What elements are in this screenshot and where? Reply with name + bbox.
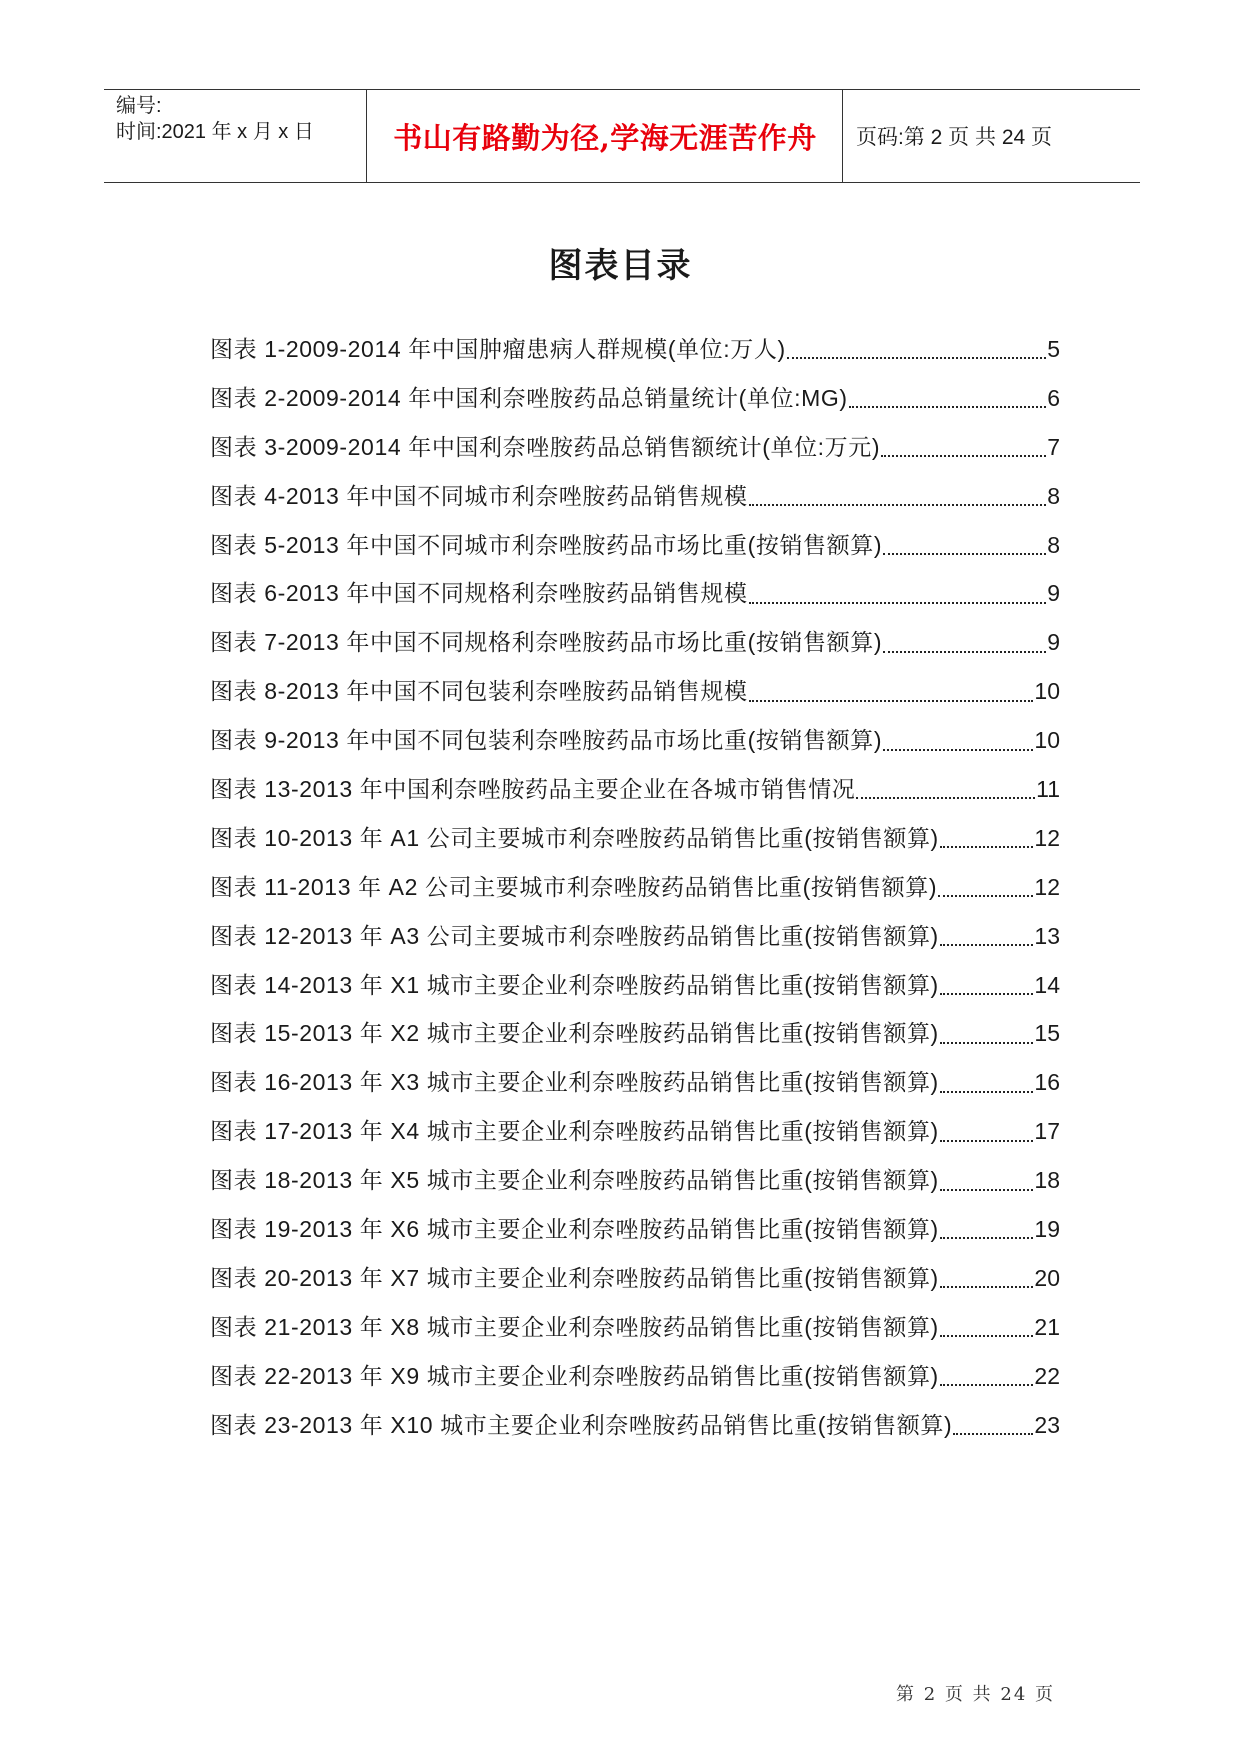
toc-entry-label: 图表 12-2013 年 A3 公司主要城市利奈唑胺药品销售比重(按销售额算) — [210, 922, 939, 949]
page-footer: 第 2 页 共 24 页 — [896, 1684, 1055, 1705]
toc-entry[interactable] — [210, 618, 1060, 667]
toc-entry[interactable] — [210, 1058, 1060, 1107]
toc-entry-page: 20 — [1034, 1264, 1060, 1291]
toc-entry-label: 图表 6-2013 年中国不同规格利奈唑胺药品销售规模 — [210, 580, 748, 607]
toc-entry-label: 图表 21-2013 年 X8 城市主要企业利奈唑胺药品销售比重(按销售额算) — [210, 1313, 939, 1340]
toc-entry-label: 图表 17-2013 年 X4 城市主要企业利奈唑胺药品销售比重(按销售额算) — [210, 1118, 939, 1145]
toc-entry-page: 13 — [1034, 922, 1060, 949]
toc-leader-dots — [940, 1189, 1034, 1191]
document-number-label: 编号: — [116, 95, 162, 117]
toc-entry[interactable] — [210, 765, 1060, 814]
toc-entry[interactable] — [210, 569, 1060, 618]
toc-entry-page: 15 — [1034, 1020, 1060, 1047]
toc-entry-page: 8 — [1047, 482, 1060, 509]
toc-entry[interactable] — [210, 1401, 1060, 1450]
toc-entry-page: 19 — [1034, 1216, 1060, 1243]
toc-entry-page: 9 — [1047, 580, 1060, 607]
header-page-cell — [844, 90, 1140, 182]
toc-leader-dots — [940, 846, 1034, 848]
toc-entry-label: 图表 19-2013 年 X6 城市主要企业利奈唑胺药品销售比重(按销售额算) — [210, 1216, 939, 1243]
header-motto-cell — [368, 90, 843, 182]
toc-entry[interactable] — [210, 863, 1060, 912]
toc-entry[interactable] — [210, 325, 1060, 374]
toc-leader-dots — [749, 700, 1034, 702]
toc-entry-label: 图表 5-2013 年中国不同城市利奈唑胺药品市场比重(按销售额算) — [210, 531, 883, 558]
toc-entry-page: 10 — [1034, 727, 1060, 754]
toc-entry-page: 12 — [1034, 824, 1060, 851]
toc-entry[interactable] — [210, 814, 1060, 863]
toc-entry-page: 5 — [1047, 336, 1060, 362]
toc-entry-page: 11 — [1036, 776, 1060, 803]
toc-entry[interactable] — [210, 961, 1060, 1010]
toc-entry-label: 图表 20-2013 年 X7 城市主要企业利奈唑胺药品销售比重(按销售额算) — [210, 1264, 939, 1291]
page-title: 图表目录 — [548, 246, 693, 286]
toc-entry-page: 17 — [1034, 1118, 1060, 1145]
toc-leader-dots — [883, 749, 1033, 751]
toc-entry[interactable] — [210, 1205, 1060, 1254]
toc-leader-dots — [856, 797, 1035, 799]
page-header — [104, 89, 1140, 183]
toc-entry-page: 7 — [1047, 433, 1060, 460]
header-motto: 书山有路勤为径,学海无涯苦作舟 — [393, 120, 817, 155]
toc-leader-dots — [940, 1286, 1034, 1288]
toc-leader-dots — [881, 455, 1046, 457]
toc-entry[interactable] — [210, 1009, 1060, 1058]
toc-leader-dots — [940, 1091, 1034, 1093]
toc-entry[interactable] — [210, 912, 1060, 961]
toc-entry[interactable] — [210, 472, 1060, 521]
toc-leader-dots — [749, 602, 1047, 604]
toc-entry-label: 图表 15-2013 年 X2 城市主要企业利奈唑胺药品销售比重(按销售额算) — [210, 1020, 939, 1047]
document-time-label: 时间:2021 年 x 月 x 日 — [116, 121, 314, 143]
toc-entry-page: 9 — [1047, 629, 1060, 656]
toc-entry[interactable] — [210, 374, 1060, 423]
toc-entry-label: 图表 2-2009-2014 年中国利奈唑胺药品总销量统计(单位:MG) — [210, 384, 848, 411]
toc-entry-page: 8 — [1047, 531, 1060, 558]
toc-entry-label: 图表 22-2013 年 X9 城市主要企业利奈唑胺药品销售比重(按销售额算) — [210, 1362, 939, 1389]
toc-entry-label: 图表 7-2013 年中国不同规格利奈唑胺药品市场比重(按销售额算) — [210, 629, 883, 656]
toc-leader-dots — [940, 1042, 1034, 1044]
toc-entry-label: 图表 8-2013 年中国不同包装利奈唑胺药品销售规模 — [210, 678, 748, 705]
toc-entry-page: 23 — [1034, 1411, 1060, 1438]
toc-entry-page: 12 — [1034, 873, 1060, 900]
toc-entry-label: 图表 1-2009-2014 年中国肿瘤患病人群规模(单位:万人) — [210, 336, 786, 362]
toc-entry-page: 18 — [1034, 1167, 1060, 1194]
toc-entry-label: 图表 11-2013 年 A2 公司主要城市利奈唑胺药品销售比重(按销售额算) — [210, 873, 938, 900]
toc-entry-label: 图表 16-2013 年 X3 城市主要企业利奈唑胺药品销售比重(按销售额算) — [210, 1069, 939, 1096]
toc-leader-dots — [940, 1335, 1034, 1337]
toc-entry-page: 14 — [1034, 971, 1060, 998]
toc-entry-page: 10 — [1034, 678, 1060, 705]
toc-entry-page: 6 — [1047, 384, 1060, 411]
toc-leader-dots — [938, 895, 1033, 897]
toc-entry[interactable] — [210, 423, 1060, 472]
toc-leader-dots — [940, 1140, 1034, 1142]
toc-entry-page: 21 — [1034, 1313, 1060, 1340]
header-page-number: 页码:第 2 页 共 24 页 — [856, 126, 1053, 149]
toc-entry[interactable] — [210, 667, 1060, 716]
toc-leader-dots — [940, 944, 1034, 946]
toc-entry-label: 图表 9-2013 年中国不同包装利奈唑胺药品市场比重(按销售额算) — [210, 727, 883, 754]
toc-entry-label: 图表 4-2013 年中国不同城市利奈唑胺药品销售规模 — [210, 482, 748, 509]
table-of-figures — [210, 325, 1060, 1449]
toc-leader-dots — [953, 1433, 1033, 1435]
toc-entry-label: 图表 13-2013 年中国利奈唑胺药品主要企业在各城市销售情况 — [210, 776, 856, 803]
toc-entry[interactable] — [210, 1107, 1060, 1156]
toc-leader-dots — [749, 504, 1047, 506]
toc-entry[interactable] — [210, 1254, 1060, 1303]
toc-leader-dots — [940, 993, 1034, 995]
toc-leader-dots — [940, 1237, 1034, 1239]
toc-entry[interactable] — [210, 521, 1060, 570]
toc-entry[interactable] — [210, 1303, 1060, 1352]
toc-entry[interactable] — [210, 1156, 1060, 1205]
toc-entry-label: 图表 23-2013 年 X10 城市主要企业利奈唑胺药品销售比重(按销售额算) — [210, 1411, 953, 1438]
toc-leader-dots — [883, 553, 1046, 555]
toc-entry-page: 22 — [1034, 1362, 1060, 1389]
toc-leader-dots — [787, 357, 1046, 359]
toc-leader-dots — [849, 406, 1047, 408]
toc-entry[interactable] — [210, 716, 1060, 765]
toc-entry[interactable] — [210, 1352, 1060, 1401]
toc-entry-label: 图表 3-2009-2014 年中国利奈唑胺药品总销售额统计(单位:万元) — [210, 433, 881, 460]
toc-entry-label: 图表 14-2013 年 X1 城市主要企业利奈唑胺药品销售比重(按销售额算) — [210, 971, 939, 998]
toc-leader-dots — [883, 651, 1046, 653]
header-info-cell — [104, 90, 367, 182]
toc-entry-label: 图表 10-2013 年 A1 公司主要城市利奈唑胺药品销售比重(按销售额算) — [210, 824, 939, 851]
toc-leader-dots — [940, 1384, 1034, 1386]
toc-entry-label: 图表 18-2013 年 X5 城市主要企业利奈唑胺药品销售比重(按销售额算) — [210, 1167, 939, 1194]
toc-entry-page: 16 — [1034, 1069, 1060, 1096]
